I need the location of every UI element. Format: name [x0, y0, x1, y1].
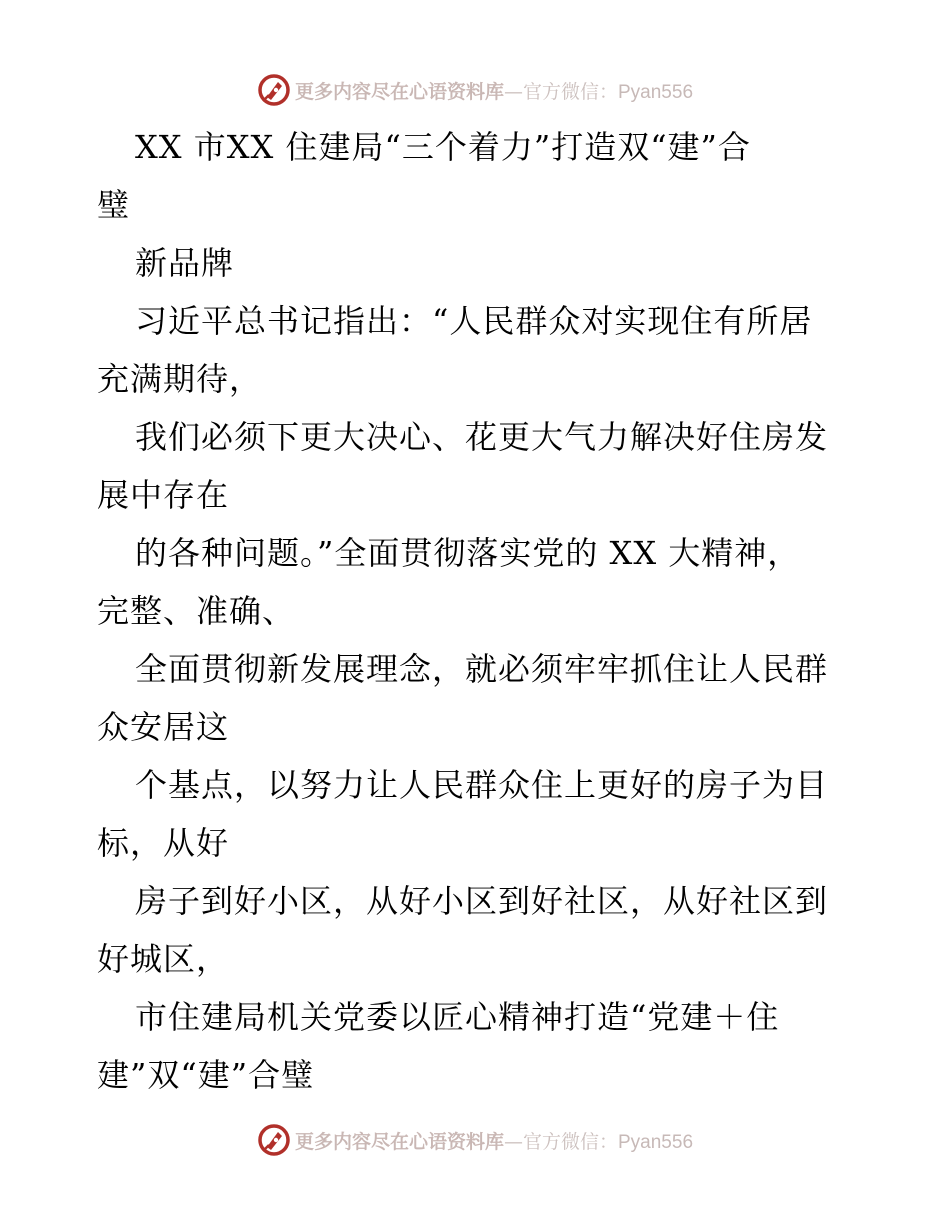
doc-line: 众安居这: [97, 708, 230, 746]
header-wechat-label: 官方微信：: [522, 80, 618, 103]
document-body: [97, 118, 857, 1104]
doc-line: 习近平总书记指出：“人民群众对实现住有所居: [135, 302, 813, 340]
doc-line: 完整、准确、: [97, 592, 296, 630]
pen-nib-logo-icon: [257, 73, 291, 107]
doc-line: 璧: [97, 186, 131, 224]
doc-line: 全面贯彻新发展理念，就必须牢牢抓住让人民群: [135, 650, 829, 688]
footer-banner-content: [257, 1123, 693, 1157]
header-separator: —: [503, 80, 523, 103]
header-banner-text: [295, 77, 693, 104]
doc-line: 好城区，: [97, 940, 230, 978]
doc-line: 个基点，以努力让人民群众住上更好的房子为目: [135, 766, 829, 804]
footer-site-text: 更多内容尽在心语资料库: [294, 1130, 504, 1153]
footer-separator: —: [503, 1130, 523, 1153]
doc-line: 房子到好小区，从好小区到好社区，从好社区到: [135, 882, 829, 920]
footer-banner: [0, 1120, 950, 1160]
doc-line: 的各种问题。”全面贯彻落实党的 XX 大精神，: [135, 534, 801, 572]
doc-line: XX 市XX 住建局“三个着力”打造双“建”合: [135, 128, 751, 166]
doc-line: 新品牌: [135, 244, 235, 282]
doc-line: 标，从好: [97, 824, 230, 862]
header-wechat-id: Pyan556: [618, 81, 694, 103]
footer-banner-text: [295, 1127, 693, 1154]
doc-line: 充满期待，: [97, 360, 263, 398]
pen-nib-logo-icon: [257, 1123, 291, 1157]
footer-wechat-label: 官方微信：: [522, 1130, 618, 1153]
header-banner-content: [257, 73, 693, 107]
doc-line: 我们必须下更大决心、花更大气力解决好住房发: [135, 418, 829, 456]
header-site-text: 更多内容尽在心语资料库: [294, 80, 504, 103]
footer-wechat-id: Pyan556: [618, 1131, 694, 1153]
doc-line: 展中存在: [97, 476, 230, 514]
doc-line: 市住建局机关党委以匠心精神打造“党建＋住: [135, 998, 780, 1036]
doc-line: 建”双“建”合璧: [97, 1056, 315, 1094]
header-banner: [0, 70, 950, 110]
